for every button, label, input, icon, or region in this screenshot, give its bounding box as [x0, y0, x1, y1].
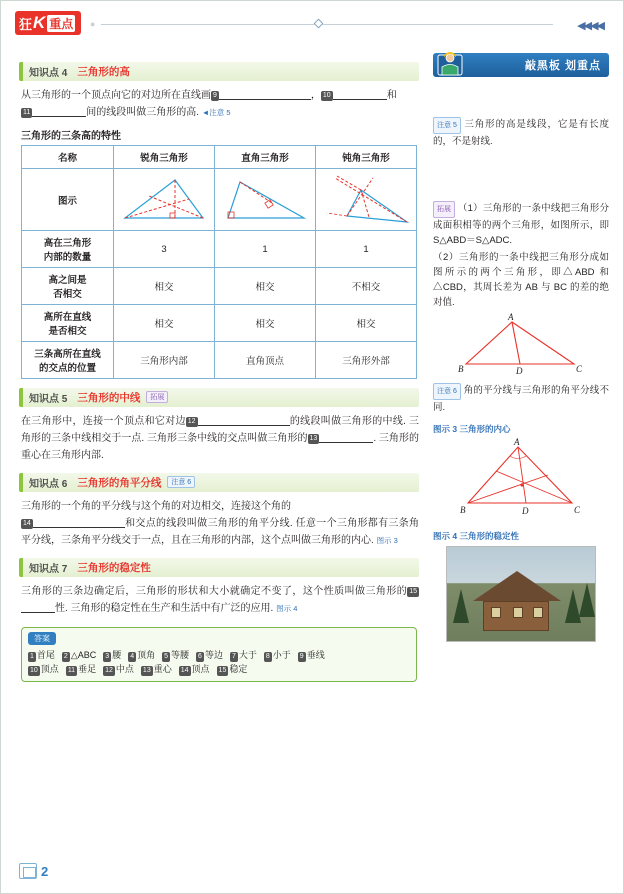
- row-label-position: 三条高所在直线 的交点的位置: [22, 342, 114, 379]
- th-right: 直角三角形: [215, 146, 316, 169]
- kp5-number: 知识点 5: [29, 394, 68, 405]
- blank-14-num: 14: [23, 520, 31, 527]
- logo-k-text: K: [33, 13, 46, 32]
- cabin-photo: [446, 546, 596, 642]
- answer-item: 12 中点: [105, 664, 134, 674]
- blank-12-num: 12: [187, 418, 196, 425]
- diamond-icon: [314, 19, 324, 29]
- tree-icon: [579, 583, 595, 617]
- note-ext-p1: （1）三角形的一条中线把三角形分成面积相等的两个三角形，如图所示，即 S△ABD＝S△ADC.: [433, 203, 609, 246]
- figure-acute: [114, 169, 215, 231]
- blank-15: [21, 601, 55, 613]
- kp7-paragraph: [21, 583, 419, 617]
- logo-dot: ●: [90, 19, 96, 29]
- blank-13-num: 13: [309, 435, 318, 442]
- footer-icon: [19, 863, 37, 879]
- page-number: 2: [41, 863, 49, 879]
- blank-12: [198, 414, 290, 426]
- answer-item: 15 稳定: [218, 664, 248, 674]
- brand-logo: [15, 11, 81, 35]
- answer-item: 5 等腰: [164, 650, 190, 660]
- cell-int-right: 相交: [215, 268, 316, 305]
- kp6-number: 知识点 6: [29, 479, 68, 490]
- cell-int-obtuse: 不相交: [316, 268, 417, 305]
- answer-item: 4 顶角: [130, 650, 156, 660]
- kp4-p-pre: 从三角形的一个顶点向它的对边所在直线画: [21, 90, 211, 101]
- kp4-ref-note5[interactable]: ◄注意 5: [201, 108, 231, 117]
- kp7-p-b: 性. 三角形的稳定性在生产和生活中有广泛的应用.: [55, 603, 274, 614]
- section-kp7: [19, 558, 419, 577]
- median-figure: [433, 312, 609, 379]
- kp5-title: 三角形的中线: [77, 392, 141, 404]
- blank-11: [32, 105, 86, 117]
- kp4-p-mid2: 和: [386, 90, 397, 101]
- kp7-p-a: 三角形的三条边确定后，三角形的形状和大小就确定不变了，这个性质叫做三角形的: [21, 586, 408, 597]
- kp6-title: 三角形的角平分线: [77, 477, 162, 489]
- roof-shape: [473, 571, 561, 601]
- row-label-lines: 高所在直线 是否相交: [22, 305, 114, 342]
- svg-text:D: D: [522, 506, 529, 516]
- cell-lines-acute: 相交: [114, 305, 215, 342]
- incenter-figure: [433, 437, 609, 520]
- cell-count-acute: 3: [114, 231, 215, 268]
- note6-label[interactable]: 注意 6: [433, 383, 461, 400]
- fig3-label[interactable]: 图示 3: [433, 424, 458, 434]
- kp7-ref-fig4[interactable]: 图示 4: [276, 604, 298, 613]
- svg-text:B: B: [458, 364, 464, 374]
- cell-count-right: 1: [215, 231, 316, 268]
- kp4-title: 三角形的高: [77, 66, 130, 78]
- section-kp5: [19, 388, 419, 407]
- answer-item: 14 顶点: [180, 664, 210, 674]
- teacher-icon: [437, 49, 463, 77]
- sidebar-banner-text: 敲黑板 划重点: [524, 60, 601, 72]
- blank-9-num: 9: [213, 92, 217, 99]
- table-row: [22, 169, 417, 231]
- fig4-label[interactable]: 图示 4: [433, 531, 458, 541]
- answer-box: [21, 627, 417, 682]
- tree-icon: [453, 589, 469, 623]
- svg-text:A: A: [508, 312, 514, 322]
- right-column: [433, 53, 609, 642]
- svg-text:C: C: [576, 364, 583, 374]
- answer-item: 8 小于: [265, 650, 291, 660]
- fig3-title: 三角形的内心: [459, 424, 511, 434]
- section-kp4: [19, 62, 419, 81]
- cell-int-acute: 相交: [114, 268, 215, 305]
- note-ext-label[interactable]: 拓展: [433, 201, 455, 218]
- fig4-title: 三角形的稳定性: [459, 531, 519, 541]
- answer-item: 10 顶点: [30, 664, 59, 674]
- row-label-count: 高在三角形 内部的数量: [22, 231, 114, 268]
- th-acute: 锐角三角形: [114, 146, 215, 169]
- note-6: [433, 383, 609, 415]
- kp5-tag-extension[interactable]: 拓展: [146, 391, 168, 403]
- answer-item: 7 大于: [231, 650, 257, 660]
- sidebar-banner: [433, 53, 609, 77]
- blank-15-num: 15: [409, 588, 417, 595]
- kp4-paragraph: [21, 87, 419, 121]
- logo-main-text: 狂: [19, 16, 33, 32]
- svg-text:C: C: [574, 505, 581, 515]
- cell-lines-obtuse: 相交: [316, 305, 417, 342]
- header-rule: [101, 24, 553, 25]
- fig4-caption: [433, 530, 609, 542]
- blank-14: [33, 516, 125, 528]
- table-row: [22, 231, 417, 268]
- answer-item: 2 △ABC: [63, 650, 97, 660]
- kp6-p-b: 和交点的线段叫做三角形的角平分线. 任意一个三角形都有三条角平分线，三条角平分线交于一点，且在三角形的内部，这个点叫做三角形的内心.: [21, 518, 419, 546]
- kp4-p-end: 间的线段叫做三角形的高.: [86, 107, 200, 118]
- left-column: [19, 53, 419, 682]
- arrows-icon: ◀◀◀◀: [577, 20, 603, 32]
- kp6-tag-note6[interactable]: 注意 6: [167, 476, 195, 488]
- answer-box-title: 答案: [28, 632, 56, 645]
- kp5-p-a: 在三角形中，连接一个顶点和它对边: [21, 416, 186, 427]
- page-header: [15, 11, 609, 39]
- triangle-height-table: [21, 145, 417, 379]
- blank-10: [333, 88, 387, 100]
- figure-right: [215, 169, 316, 231]
- cell-pos-right: 直角顶点: [215, 342, 316, 379]
- answer-item: 13 重心: [142, 664, 172, 674]
- cell-lines-right: 相交: [215, 305, 316, 342]
- table-row: [22, 305, 417, 342]
- th-obtuse: 钝角三角形: [316, 146, 417, 169]
- svg-text:A: A: [514, 437, 520, 447]
- page-footer: [19, 863, 48, 879]
- answer-item: 9 垂线: [299, 650, 325, 660]
- blank-9: [219, 88, 311, 100]
- fig3-caption: [433, 423, 609, 435]
- note-ext-p2: （2）三角形的一条中线把三角形分成如图所示的两个三角形，即△ABD 和△CBD，其周长差为 AB 与 BC 的差的绝对值.: [433, 252, 609, 308]
- note5-text: 三角形的高是线段，它是有长度的，不是射线.: [433, 119, 609, 147]
- svg-text:B: B: [460, 505, 466, 515]
- kp5-p-c: . 三角形的重心在三角形内部.: [21, 433, 419, 461]
- note-extension: [433, 201, 609, 310]
- answer-item: 6 等边: [198, 650, 223, 660]
- note5-label[interactable]: 注意 5: [433, 117, 461, 134]
- note-5: [433, 117, 609, 149]
- window-icon: [533, 607, 543, 618]
- kp6-paragraph: [21, 498, 419, 549]
- answer-item: 11 垂足: [67, 664, 97, 674]
- cell-count-obtuse: 1: [316, 231, 417, 268]
- kp4-number: 知识点 4: [29, 68, 68, 79]
- window-icon: [513, 607, 523, 618]
- section-kp6: [19, 473, 419, 492]
- kp6-ref-fig3[interactable]: 图示 3: [376, 536, 398, 545]
- figure-obtuse: [316, 169, 417, 231]
- svg-text:D: D: [516, 366, 523, 376]
- cell-pos-obtuse: 三角形外部: [316, 342, 417, 379]
- logo-badge-text: 重点: [49, 16, 74, 31]
- kp5-paragraph: [21, 413, 419, 464]
- kp7-title: 三角形的稳定性: [77, 562, 151, 574]
- answer-list: [28, 648, 410, 676]
- cell-pos-acute: 三角形内部: [114, 342, 215, 379]
- row-label-figure: 图示: [22, 169, 114, 231]
- note6-text: 角的平分线与三角形的角平分线不同.: [433, 385, 609, 413]
- window-icon: [491, 607, 501, 618]
- kp5-p-b: 的线段叫做三角形的中线. 三角形的三条中线相交于一点. 三角形三条中线的交点叫做三角形的: [21, 416, 420, 444]
- kp4-p-mid: ，: [310, 90, 321, 101]
- kp6-p-a: 三角形的一个角的平分线与这个角的对边相交，连接这个角的: [21, 501, 291, 512]
- answer-item: 1 首尾: [30, 650, 55, 660]
- blank-13: [319, 431, 373, 443]
- table-row: [22, 342, 417, 379]
- blank-10-num: 10: [322, 92, 331, 99]
- answer-item: 3 腰: [105, 650, 122, 660]
- row-label-intersect: 高之间是 否相交: [22, 268, 114, 305]
- table-row: [22, 268, 417, 305]
- blank-11-num: 11: [23, 109, 31, 116]
- table-header-row: [22, 146, 417, 169]
- kp7-number: 知识点 7: [29, 564, 68, 575]
- kp4-subheading: 三角形的三条高的特性: [21, 131, 121, 142]
- th-name: 名称: [22, 146, 114, 169]
